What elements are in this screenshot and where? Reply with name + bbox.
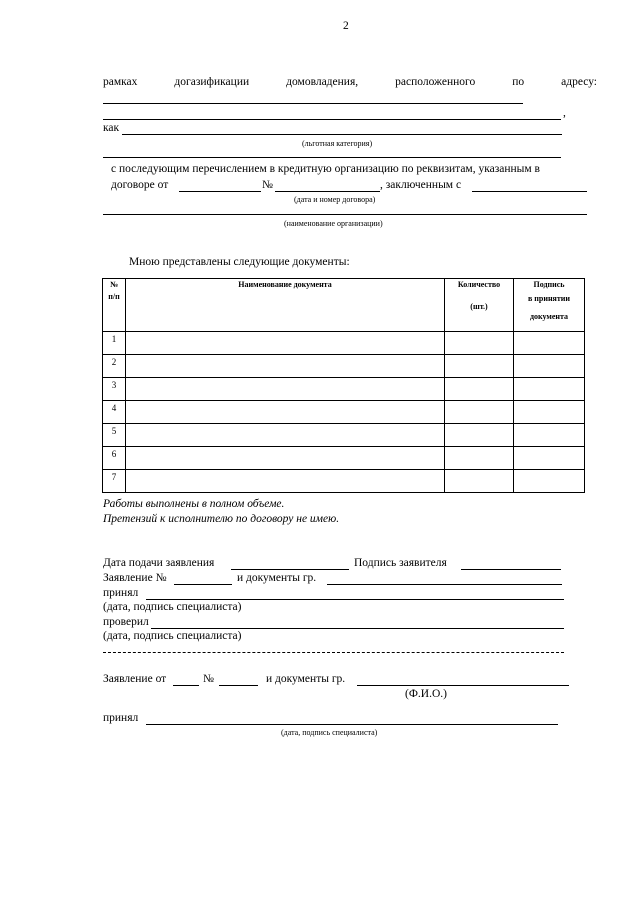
docs-of-label: и документы гр. [237, 572, 317, 584]
table-row [103, 401, 585, 424]
transfer-line: с последующим перечислением в кредитную организацию по реквизитам, указанным в [111, 163, 540, 175]
intro-word: адресу: [561, 76, 597, 88]
row-signature-cell[interactable] [514, 447, 585, 470]
statement-number-line[interactable] [174, 584, 232, 585]
header-name: Наименование документа [126, 279, 445, 332]
intro-word: догазификации [174, 76, 250, 88]
row-quantity-cell[interactable] [445, 401, 514, 424]
row-signature-cell[interactable] [514, 332, 585, 355]
work-done-statement: Работы выполнены в полном объеме. [103, 498, 285, 510]
table-header-row [103, 279, 585, 332]
row-quantity-cell[interactable] [445, 332, 514, 355]
row-signature-cell[interactable] [514, 424, 585, 447]
documents-intro: Мною представлены следующие документы: [129, 256, 350, 268]
address-line-2[interactable] [103, 119, 561, 120]
organization-caption: (наименование организации) [284, 219, 383, 228]
header-number-line: № [109, 280, 119, 289]
receipt-accepted-label: принял [103, 712, 139, 724]
row-number: 7 [103, 470, 126, 493]
accepted-line[interactable] [146, 599, 564, 600]
accepted-caption: (дата, подпись специалиста) [103, 601, 242, 613]
row-name-cell[interactable] [126, 424, 445, 447]
row-quantity-cell[interactable] [445, 470, 514, 493]
receipt-number-sign: № [203, 673, 214, 685]
intro-word: рамках [103, 76, 138, 88]
organization-line[interactable] [103, 214, 587, 215]
receipt-docs-of-label: и документы гр. [266, 673, 346, 685]
receipt-accepted-caption: (дата, подпись специалиста) [281, 728, 378, 737]
contract-from-label: договоре от [111, 179, 169, 191]
contract-caption: (дата и номер договора) [294, 195, 376, 204]
row-name-cell[interactable] [126, 378, 445, 401]
table-row [103, 424, 585, 447]
row-signature-cell[interactable] [514, 378, 585, 401]
receipt-name-line[interactable] [357, 685, 569, 686]
address-line-1[interactable] [103, 103, 523, 104]
contract-number-sign: № [262, 179, 273, 191]
submission-date-line[interactable] [231, 569, 349, 570]
benefit-category-line[interactable] [122, 134, 562, 135]
documents-table [102, 278, 585, 493]
row-number: 6 [103, 447, 126, 470]
header-signature-line: документа [529, 312, 569, 321]
row-number: 3 [103, 378, 126, 401]
header-quantity [445, 279, 514, 332]
header-number [103, 279, 126, 332]
applicant-signature-label: Подпись заявителя [354, 557, 447, 569]
row-name-cell[interactable] [126, 355, 445, 378]
cut-line [103, 652, 564, 653]
contract-date-line[interactable] [179, 191, 261, 192]
submission-date-label: Дата подачи заявления [103, 557, 215, 569]
table-row [103, 378, 585, 401]
row-signature-cell[interactable] [514, 401, 585, 424]
header-signature-line: в принятии [527, 294, 571, 303]
row-number: 1 [103, 332, 126, 355]
checked-caption: (дата, подпись специалиста) [103, 630, 242, 642]
intro-line [103, 76, 597, 88]
header-quantity-line: (шт.) [470, 302, 488, 311]
row-name-cell[interactable] [126, 332, 445, 355]
table-row [103, 332, 585, 355]
as-label: как [103, 122, 120, 134]
row-quantity-cell[interactable] [445, 355, 514, 378]
contract-number-line[interactable] [275, 191, 380, 192]
row-name-cell[interactable] [126, 447, 445, 470]
fio-caption: (Ф.И.О.) [405, 688, 447, 700]
row-quantity-cell[interactable] [445, 447, 514, 470]
checked-line[interactable] [151, 628, 564, 629]
statement-number-label: Заявление № [103, 572, 167, 584]
intro-word: домовладения, [286, 76, 359, 88]
page-number: 2 [343, 20, 349, 32]
applicant-name-line[interactable] [327, 584, 562, 585]
intro-word: расположенного [395, 76, 476, 88]
intro-word: по [512, 76, 525, 88]
receipt-statement-from-label: Заявление от [103, 673, 167, 685]
contractor-line[interactable] [472, 191, 587, 192]
receipt-accepted-line[interactable] [146, 724, 558, 725]
row-number: 4 [103, 401, 126, 424]
address-comma: , [563, 107, 566, 119]
no-claims-statement: Претензий к исполнителю по договору не имею. [103, 513, 340, 525]
row-quantity-cell[interactable] [445, 378, 514, 401]
concluded-with-label: , заключенным с [380, 179, 462, 191]
benefit-caption: (льготная категория) [302, 139, 373, 148]
row-name-cell[interactable] [126, 470, 445, 493]
accepted-label: принял [103, 587, 139, 599]
benefit-category-line-2[interactable] [103, 157, 561, 158]
receipt-date-line[interactable] [173, 685, 199, 686]
row-number: 2 [103, 355, 126, 378]
table-row [103, 470, 585, 493]
header-number-line: п/п [108, 292, 120, 301]
receipt-number-line[interactable] [219, 685, 258, 686]
row-name-cell[interactable] [126, 401, 445, 424]
applicant-signature-line[interactable] [461, 569, 561, 570]
row-signature-cell[interactable] [514, 355, 585, 378]
header-quantity-line: Количество [457, 280, 501, 289]
row-signature-cell[interactable] [514, 470, 585, 493]
row-quantity-cell[interactable] [445, 424, 514, 447]
header-signature-line: Подпись [533, 280, 565, 289]
table-row [103, 447, 585, 470]
row-number: 5 [103, 424, 126, 447]
checked-label: проверил [103, 616, 149, 628]
table-row [103, 355, 585, 378]
header-signature [514, 279, 585, 332]
